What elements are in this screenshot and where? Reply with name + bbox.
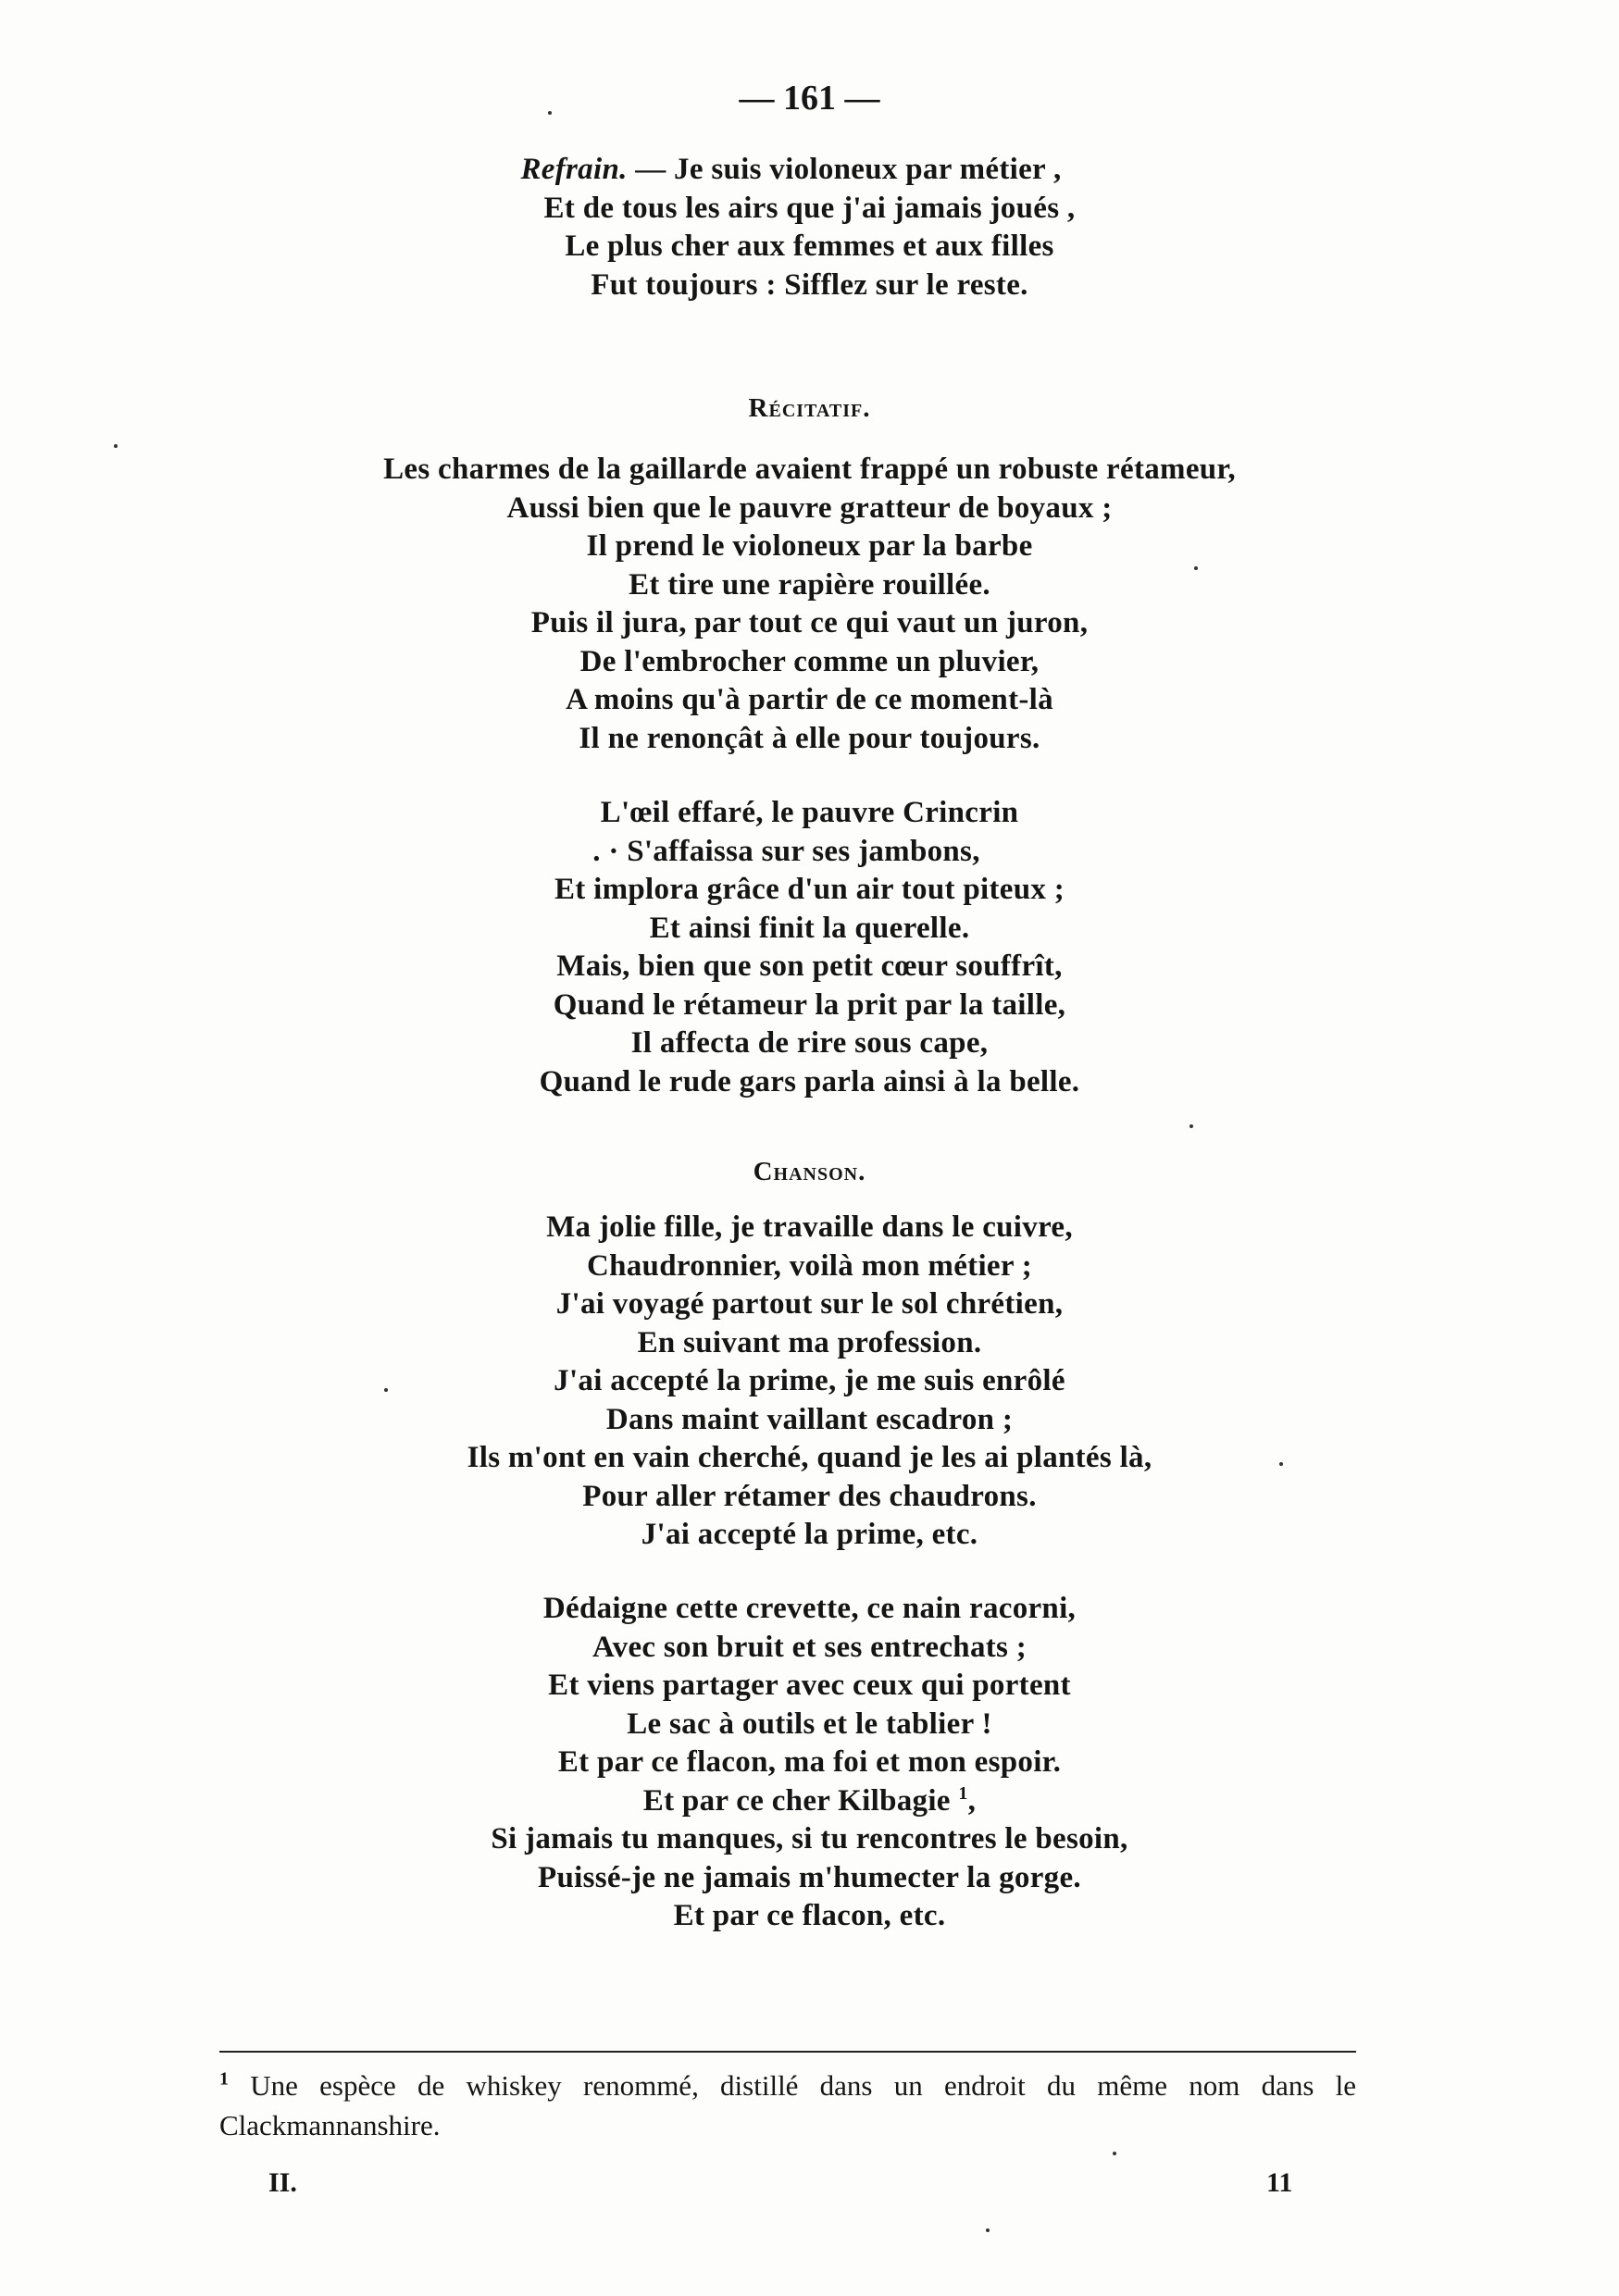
recitatif-stanza-2: [0, 794, 1619, 1101]
scan-speck: [1189, 1124, 1193, 1128]
signature-mark-left: II.: [268, 2167, 297, 2198]
kilbagie-tail: ,: [967, 1783, 977, 1818]
verse-line: J'ai voyagé partout sur le sol chrétien,: [555, 1287, 1064, 1321]
scan-speck: [384, 1388, 388, 1392]
verse-line: Les charmes de la gaillarde avaient frappé un robuste rétameur,: [383, 453, 1236, 486]
verse-line: Quand le rude gars parla ainsi à la belle.: [539, 1064, 1080, 1098]
verse-line: Aussi bien que le pauvre gratteur de boyaux ;: [506, 490, 1113, 525]
verse-line: Pour aller rétamer des chaudrons.: [582, 1479, 1037, 1513]
refrain-first-line-text: — Je suis violoneux par métier ,: [627, 153, 1062, 186]
scan-speck: [1279, 1462, 1283, 1466]
verse-line: Dans maint vaillant escadron ;: [605, 1402, 1014, 1436]
footnote-divider: [219, 2051, 1356, 2053]
refrain-first-line: [0, 151, 1619, 190]
chanson-stanza-1: [0, 1209, 1619, 1555]
kilbagie-text: Et par ce cher Kilbagie: [642, 1783, 951, 1818]
verse-line: . · S'affaissa sur ses jambons,: [592, 834, 980, 868]
refrain-label: Refrain.: [520, 153, 628, 186]
verse-line: En suivant ma profession.: [637, 1325, 982, 1359]
scan-speck: [114, 444, 118, 448]
verse-line: Et tire une rapière rouillée.: [629, 567, 990, 602]
verse-line: Et implora grâce d'un air tout piteux ;: [554, 873, 1065, 906]
verse-line: Fut toujours : Sifflez sur le reste.: [591, 267, 1028, 302]
verse-line: Si jamais tu manques, si tu rencontres le besoin,: [491, 1822, 1128, 1855]
verse-line: Il affecta de rire sous cape,: [630, 1026, 989, 1060]
verse-line: Ma jolie fille, je travaille dans le cuivre,: [546, 1210, 1073, 1244]
scan-speck: [1113, 2152, 1116, 2155]
verse-line: De l'embrocher comme un pluvier,: [579, 644, 1040, 678]
verse-line: J'ai accepté la prime, je me suis enrôlé: [554, 1364, 1065, 1397]
verse-line-kilbagie: [0, 1782, 1619, 1821]
signature-mark-right: 11: [1266, 2167, 1293, 2198]
verse-line: Et par ce flacon, etc.: [673, 1899, 946, 1932]
verse-line: Puis il jura, par tout ce qui vaut un juron,: [530, 606, 1089, 639]
recitatif-stanza-1: [0, 451, 1619, 758]
verse-line: Et viens partager avec ceux qui portent: [548, 1669, 1071, 1702]
verse-line: J'ai accepté la prime, etc.: [641, 1518, 978, 1551]
footnote: [219, 2066, 1356, 2145]
verse-line: Et ainsi finit la querelle.: [649, 911, 970, 945]
scan-speck: [1194, 566, 1198, 570]
verse-line: Et de tous les airs que j'ai jamais joués ,: [543, 191, 1076, 225]
verse-line: Mais, bien que son petit cœur souffrît,: [556, 949, 1063, 983]
verse-line: Dédaigne cette crevette, ce nain racorni,: [542, 1592, 1077, 1625]
verse-line: Il ne renonçât à elle pour toujours.: [579, 721, 1040, 755]
verse-line: Quand le rétameur la prit par la taille,: [553, 987, 1066, 1022]
section-heading-recitatif: Récitatif.: [748, 393, 871, 423]
verse-line: Il prend le violoneux par la barbe: [586, 529, 1033, 563]
scan-speck: [986, 2228, 990, 2232]
verse-line: Le plus cher aux femmes et aux filles: [565, 230, 1054, 263]
verse-line: Le sac à outils et le tablier !: [627, 1706, 992, 1741]
verse-line: Puissé-je ne jamais m'humecter la gorge.: [538, 1860, 1081, 1894]
verse-line: Chaudronnier, voilà mon métier ;: [586, 1248, 1033, 1283]
chanson-stanza-2: [0, 1590, 1619, 1936]
verse-line: L'œil effaré, le pauvre Crincrin: [600, 796, 1019, 829]
verse-line: Ils m'ont en vain cherché, quand je les ai plantés là,: [467, 1441, 1152, 1474]
page-number: — 161 —: [739, 79, 880, 118]
section-heading-chanson: Chanson.: [753, 1157, 866, 1186]
footnote-reference: 1: [958, 1782, 968, 1804]
footnote-text: Une espèce de whiskey renommé, distillé dans un endroit du même nom dans le Clackmannanshire.: [219, 2069, 1356, 2141]
verse-line: Et par ce flacon, ma foi et mon espoir.: [557, 1745, 1062, 1779]
verse-line: Avec son bruit et ses entrechats ;: [592, 1630, 1027, 1664]
footnote-marker: 1: [219, 2068, 229, 2090]
refrain-stanza: [0, 151, 1619, 304]
verse-line: A moins qu'à partir de ce moment-là: [566, 683, 1053, 716]
scan-speck: [548, 111, 552, 115]
